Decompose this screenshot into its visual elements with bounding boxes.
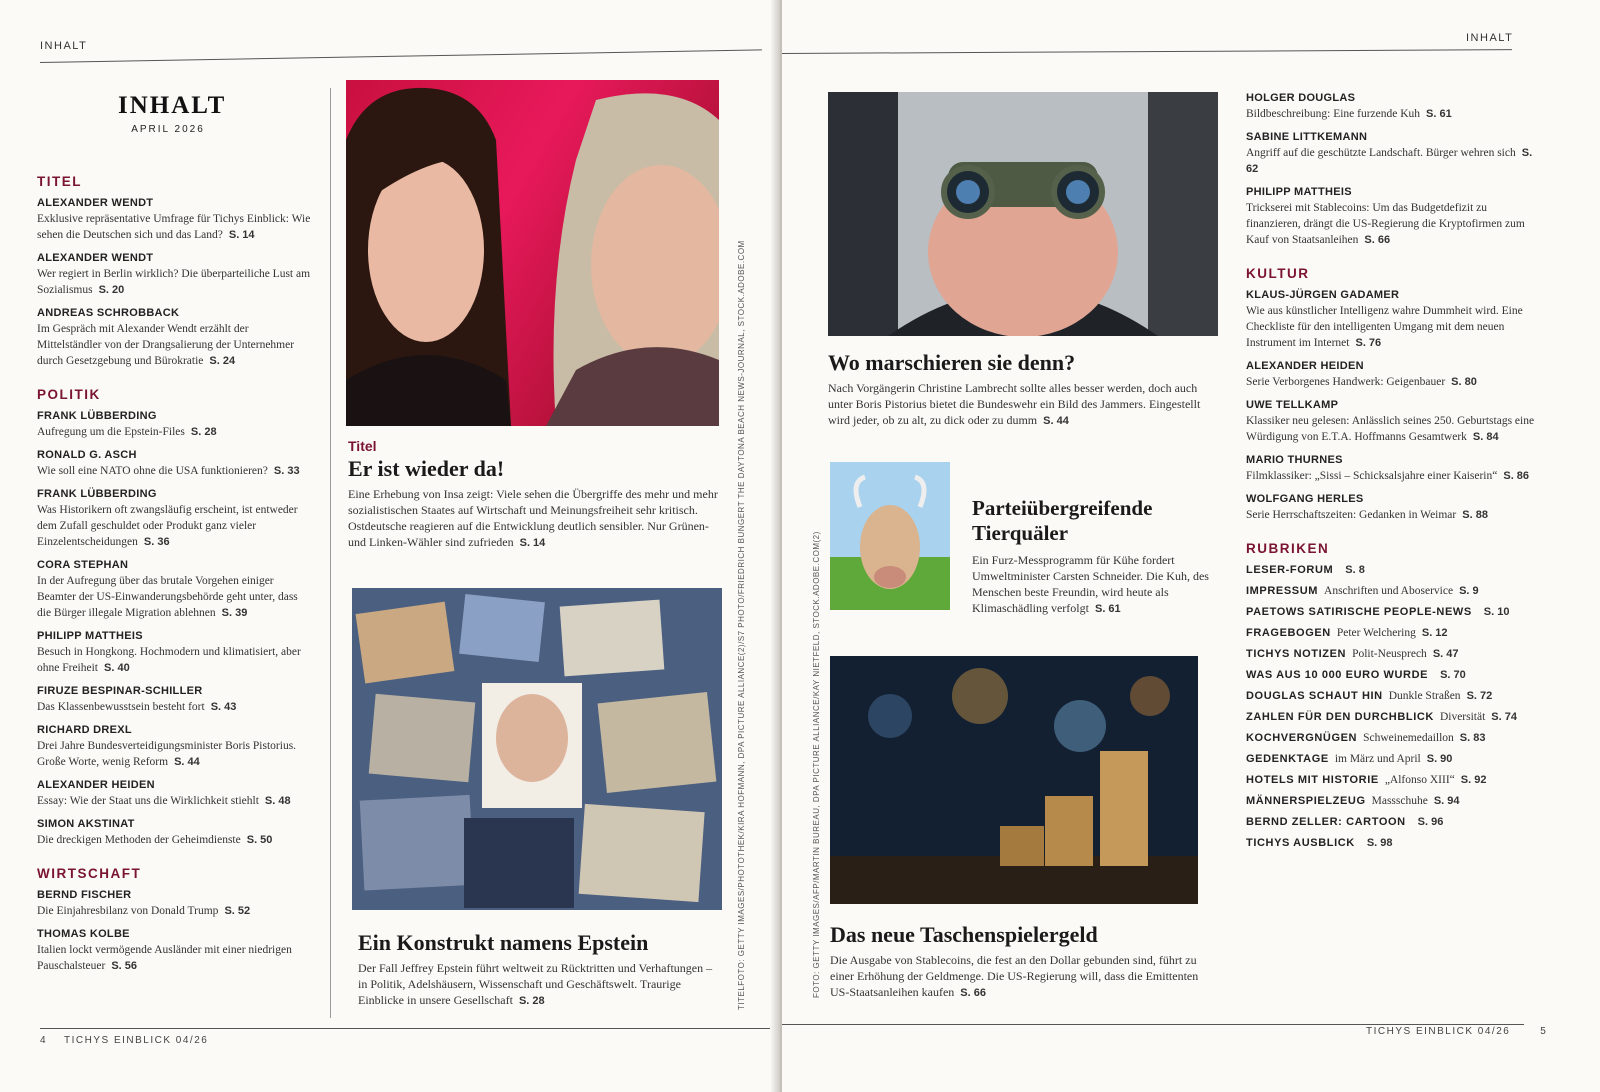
rubrik-item bbox=[1246, 711, 1536, 723]
toc-text: Trickserei mit Stablecoins: Um das Budgetdefizit zu finanzieren, drängt die US-Regierung die Kryptofirmen zum Kauf von Staatsanleihen bbox=[1246, 202, 1525, 246]
rubrik-text: Schweinemedaillon bbox=[1363, 732, 1454, 744]
rubrik-name: TICHYS AUSBLICK bbox=[1246, 837, 1355, 849]
magazine-name-right: TICHYS EINBLICK 04/26 bbox=[1366, 1026, 1511, 1037]
toc-description bbox=[37, 903, 312, 919]
toc-author: KLAUS-JÜRGEN GADAMER bbox=[1246, 289, 1400, 301]
toc-text: Wie aus künstlicher Intelligenz wahre Dummheit wird. Eine Checkliste für den intelligenten Umgang mit dem neuen Instrument im Internet bbox=[1246, 305, 1523, 349]
toc-entry bbox=[37, 449, 312, 479]
toc-text: Filmklassiker: „Sissi – Schicksalsjahre einer Kaiserin“ bbox=[1246, 470, 1498, 482]
toc-author: PHILIPP MATTHEIS bbox=[1246, 186, 1352, 198]
toc-description bbox=[37, 699, 312, 715]
toc-description bbox=[37, 266, 312, 298]
rubrik-item bbox=[1246, 690, 1536, 702]
toc-page-ref: S. 80 bbox=[1451, 376, 1477, 388]
toc-entry bbox=[1246, 399, 1536, 445]
feature-teaser-titel: Eine Erhebung von Insa zeigt: Viele sehen die Übergriffe des mehr und mehr sozialistischen Staates auf Wirtschaft und Meinungsfreiheit sehr kritisch. Ostdeutsche reagieren auf die Entwicklung deutlich sensibler. Nur Grünen- und Linken-Wähler sind zufrieden S. 14 bbox=[348, 487, 718, 549]
toc-description bbox=[37, 793, 312, 809]
feature-teaser-bundeswehr: Nach Vorgängerin Christine Lambrecht sollte alles besser werden, doch auch unter Boris Pistorius bietet die Bundeswehr ein Bild des Jammers. Eingestellt wird jeder, ob zu alt, zu dick oder zu dumm S. 44 bbox=[828, 381, 1201, 427]
toc-description bbox=[1246, 106, 1536, 122]
toc-entry bbox=[37, 197, 312, 243]
toc-author: CORA STEPHAN bbox=[37, 559, 129, 571]
rubrik-page-ref: S. 72 bbox=[1466, 690, 1493, 702]
man-with-binoculars-illustration bbox=[828, 92, 1218, 336]
toc-entry bbox=[37, 889, 312, 919]
toc-entry bbox=[37, 410, 312, 440]
toc-text: Exklusive repräsentative Umfrage für Tichys Einblick: Wie sehen die Deutschen sich und das Land? bbox=[37, 213, 311, 241]
toc-entry bbox=[37, 488, 312, 550]
toc-entry bbox=[1246, 131, 1536, 177]
toc-author: ANDREAS SCHROBBACK bbox=[37, 307, 180, 319]
toc-text: Drei Jahre Bundesverteidigungsminister Boris Pistorius. Große Worte, wenig Reform bbox=[37, 740, 297, 768]
rubrik-name: ZAHLEN FÜR DEN DURCHBLICK bbox=[1246, 711, 1434, 723]
rubrik-page-ref: S. 8 bbox=[1345, 564, 1365, 576]
toc-page-ref: S. 76 bbox=[1355, 337, 1382, 349]
rubrik-name: IMPRESSUM bbox=[1246, 585, 1319, 597]
toc-entry bbox=[1246, 454, 1536, 484]
toc-description bbox=[1246, 468, 1536, 484]
rubrik-name: KOCHVERGNÜGEN bbox=[1246, 732, 1358, 744]
toc-section-heading: POLITIK bbox=[37, 387, 101, 402]
toc-author: FIRUZE BESPINAR-SCHILLER bbox=[37, 685, 203, 697]
rubrik-page-ref: S. 96 bbox=[1417, 816, 1444, 828]
feature-kicker: Titel bbox=[348, 438, 377, 454]
toc-author: HOLGER DOUGLAS bbox=[1246, 92, 1356, 104]
toc-text: Das Klassenbewusstsein besteht fort bbox=[37, 701, 205, 713]
toc-author: RICHARD DREXL bbox=[37, 724, 132, 736]
toc-page-ref: S. 86 bbox=[1503, 470, 1530, 482]
rubrik-text: Peter Welchering bbox=[1336, 627, 1416, 639]
magazine-name-left: TICHYS EINBLICK 04/26 bbox=[64, 1035, 209, 1046]
rubrik-page-ref: S. 47 bbox=[1432, 648, 1459, 660]
toc-description bbox=[37, 321, 312, 369]
toc-entry bbox=[1246, 92, 1536, 122]
toc-column-left bbox=[37, 174, 312, 983]
toc-page-ref: S. 88 bbox=[1462, 509, 1488, 521]
rubrik-text: Dunkle Straßen bbox=[1388, 690, 1461, 702]
page-number-left: 4 bbox=[40, 1035, 48, 1046]
rubrik-text: „Alfonso XIII“ bbox=[1384, 774, 1455, 786]
toc-text: Angriff auf die geschützte Landschaft. Bürger wehren sich bbox=[1246, 147, 1516, 159]
toc-page-ref: S. 84 bbox=[1472, 431, 1499, 443]
rubrik-name: GEDENKTAGE bbox=[1246, 753, 1329, 765]
toc-author: THOMAS KOLBE bbox=[37, 928, 130, 940]
rubrik-page-ref: S. 70 bbox=[1440, 669, 1466, 681]
toc-author: BERND FISCHER bbox=[37, 889, 132, 901]
toc-description bbox=[1246, 413, 1536, 445]
toc-author: WOLFGANG HERLES bbox=[1246, 493, 1364, 505]
rubrik-text: Massschuhe bbox=[1371, 795, 1428, 807]
toc-entry bbox=[37, 559, 312, 621]
toc-author: FRANK LÜBBERDING bbox=[37, 488, 157, 500]
rubrik-item bbox=[1246, 648, 1536, 660]
toc-entry bbox=[37, 724, 312, 770]
toc-author: SIMON AKSTINAT bbox=[37, 818, 135, 830]
rubrik-item bbox=[1246, 606, 1536, 618]
toc-description bbox=[37, 738, 312, 770]
toc-entry bbox=[37, 779, 312, 809]
rubrik-name: MÄNNERSPIELZEUG bbox=[1246, 795, 1366, 807]
toc-description bbox=[1246, 200, 1536, 248]
rubrik-page-ref: S. 94 bbox=[1433, 795, 1460, 807]
feature-teaser-stablecoins: Die Ausgabe von Stablecoins, die fest an den Dollar gebunden sind, führt zu einer Erhöhung der Geldmenge. Die US-Regierung will, dass die Emittenten US-Staatsanleihen kaufen S. 66 bbox=[830, 953, 1199, 999]
toc-author: SABINE LITTKEMANN bbox=[1246, 131, 1368, 143]
toc-entry bbox=[37, 630, 312, 676]
toc-page-ref: S. 44 bbox=[174, 756, 200, 768]
rubrik-name: TICHYS NOTIZEN bbox=[1246, 648, 1347, 660]
rubrik-item bbox=[1246, 564, 1536, 576]
rubrik-item bbox=[1246, 795, 1536, 807]
toc-entry bbox=[37, 685, 312, 715]
cow-photo bbox=[830, 462, 950, 610]
feature-teaser-tierquaeler: Ein Furz-Messprogramm für Kühe fordert Umweltminister Carsten Schneider. Die Kuh, des Menschen beste Freundin, wird heute als Klimaschädling verfolgt S. 61 bbox=[972, 553, 1209, 615]
toc-text: Im Gespräch mit Alexander Wendt erzählt der Mittelständler von der Drangsalierung der Unternehmer durch Gesetzgebung und Bürokratie bbox=[37, 323, 295, 367]
toc-entry bbox=[37, 252, 312, 298]
toc-description bbox=[37, 832, 312, 848]
toc-entry bbox=[1246, 186, 1536, 248]
toc-entry bbox=[37, 928, 312, 974]
toc-section-heading: KULTUR bbox=[1246, 266, 1310, 281]
toc-author: ALEXANDER HEIDEN bbox=[37, 779, 155, 791]
masthead-date: APRIL 2026 bbox=[131, 124, 205, 135]
feature-headline-bundeswehr: Wo marschieren sie denn? bbox=[828, 350, 1076, 375]
two-women-illustration bbox=[346, 80, 719, 426]
toc-text: Die Einjahresbilanz von Donald Trump bbox=[37, 905, 219, 917]
right-page bbox=[782, 0, 1600, 1092]
toc-text: Serie Verborgenes Handwerk: Geigenbauer bbox=[1246, 376, 1446, 388]
toc-page-ref: S. 62 bbox=[1246, 147, 1533, 175]
rubrik-text: Polit-Neusprech bbox=[1352, 648, 1427, 660]
feature-headline-titel: Er ist wieder da! bbox=[348, 456, 505, 481]
feature-headline-tierquaeler: Parteiübergreifende Tierquäler bbox=[972, 496, 1153, 545]
toc-entry bbox=[37, 818, 312, 848]
masthead-title: INHALT bbox=[118, 92, 227, 119]
toc-description bbox=[37, 942, 312, 974]
toc-description bbox=[37, 573, 312, 621]
rubrik-item bbox=[1246, 774, 1536, 786]
running-head-right: INHALT bbox=[1466, 32, 1514, 44]
toc-section-heading: TITEL bbox=[37, 174, 82, 189]
coin-stacks-illustration bbox=[830, 656, 1198, 904]
toc-text: Klassiker neu gelesen: Anlässlich seines 250. Geburtstags eine Würdigung von E.T.A. Hoffmanns Gesamtwerk bbox=[1246, 415, 1535, 443]
rubrik-item bbox=[1246, 669, 1536, 681]
rubrik-item bbox=[1246, 585, 1536, 597]
toc-description bbox=[37, 502, 312, 550]
toc-page-ref: S. 20 bbox=[98, 284, 125, 296]
toc-text: Besuch in Hongkong. Hochmodern und klimatisiert, aber ohne Freiheit bbox=[37, 646, 301, 674]
left-page bbox=[0, 0, 778, 1092]
toc-page-ref: S. 28 bbox=[190, 426, 217, 438]
toc-author: ALEXANDER WENDT bbox=[37, 252, 154, 264]
rubrik-name: HOTELS MIT HISTORIE bbox=[1246, 774, 1379, 786]
rubrik-page-ref: S. 92 bbox=[1460, 774, 1487, 786]
toc-entry bbox=[1246, 360, 1536, 390]
rubrik-text: Diversität bbox=[1439, 711, 1486, 723]
toc-author: PHILIPP MATTHEIS bbox=[37, 630, 143, 642]
toc-description bbox=[37, 463, 312, 479]
rubrik-item bbox=[1246, 753, 1536, 765]
toc-text: Serie Herrschaftszeiten: Gedanken in Weimar bbox=[1246, 509, 1457, 521]
photo-credit-left: TITELFOTO: GETTY IMAGES/PHOTOTHEK/KIRA HOFMANN, DPA PICTURE ALLIANCE(2)/S7 PHOTO/FRIEDRICH BUNGERT THE DAYTONA BEACH NEWS-JOURNAL, STOCK.ADOBE.COM bbox=[737, 240, 746, 1010]
toc-page-ref: S. 39 bbox=[221, 607, 248, 619]
toc-text: Wie soll eine NATO ohne die USA funktionieren? bbox=[37, 465, 268, 477]
toc-page-ref: S. 50 bbox=[246, 834, 273, 846]
toc-author: MARIO THURNES bbox=[1246, 454, 1343, 466]
toc-page-ref: S. 36 bbox=[143, 536, 170, 548]
toc-description bbox=[1246, 303, 1536, 351]
toc-author: UWE TELLKAMP bbox=[1246, 399, 1339, 411]
rubrik-page-ref: S. 9 bbox=[1459, 585, 1479, 597]
toc-text: Essay: Wie der Staat uns die Wirklichkeit stiehlt bbox=[37, 795, 259, 807]
rubrik-name: LESER-FORUM bbox=[1246, 564, 1334, 576]
toc-description bbox=[1246, 374, 1536, 390]
rubrik-text: im März und April bbox=[1334, 753, 1421, 765]
toc-text: Was Historikern oft zwangsläufig erscheint, ist entweder dem Zufall geschuldet oder Produkt ganz vieler Einzelentscheidungen bbox=[37, 504, 298, 548]
toc-section-heading: WIRTSCHAFT bbox=[37, 866, 142, 881]
folio-left bbox=[40, 1035, 208, 1046]
toc-description bbox=[1246, 145, 1536, 177]
rubrik-page-ref: S. 83 bbox=[1459, 732, 1486, 744]
toc-page-ref: S. 43 bbox=[210, 701, 237, 713]
toc-text: Bildbeschreibung: Eine furzende Kuh bbox=[1246, 108, 1421, 120]
toc-text: Italien lockt vermögende Ausländer mit einer niedrigen Pauschalsteuer bbox=[37, 944, 292, 972]
toc-entry bbox=[1246, 493, 1536, 523]
toc-text: Die dreckigen Methoden der Geheimdienste bbox=[37, 834, 241, 846]
toc-text: Aufregung um die Epstein-Files bbox=[37, 426, 185, 438]
cover-story-photo bbox=[346, 80, 719, 426]
toc-page-ref: S. 61 bbox=[1426, 108, 1452, 120]
photo-credit-right: FOTO: GETTY IMAGES/AFP/MARTIN BUREAU, DPA PICTURE ALLIANCE/KAY NIETFELD, STOCK.ADOBE.COM(2) bbox=[812, 531, 821, 998]
rubrik-page-ref: S. 12 bbox=[1421, 627, 1448, 639]
toc-author: RONALD G. ASCH bbox=[37, 449, 137, 461]
rubrik-item bbox=[1246, 627, 1536, 639]
rubrik-name: WAS AUS 10 000 EURO WURDE bbox=[1246, 669, 1429, 681]
toc-page-ref: S. 56 bbox=[111, 960, 138, 972]
toc-page-ref: S. 40 bbox=[104, 662, 130, 674]
toc-entry bbox=[37, 307, 312, 369]
toc-page-ref: S. 14 bbox=[228, 229, 255, 241]
folio-right bbox=[1366, 1026, 1547, 1037]
bundeswehr-photo bbox=[828, 92, 1218, 336]
toc-page-ref: S. 52 bbox=[224, 905, 251, 917]
toc-page-ref: S. 48 bbox=[264, 795, 291, 807]
toc-author: FRANK LÜBBERDING bbox=[37, 410, 157, 422]
rubrik-page-ref: S. 74 bbox=[1491, 711, 1517, 723]
photo-collage-illustration bbox=[352, 588, 722, 910]
toc-description bbox=[37, 211, 312, 243]
toc-description bbox=[37, 644, 312, 676]
rubrik-item bbox=[1246, 732, 1536, 744]
header-rule-right bbox=[782, 49, 1512, 54]
epstein-collage-photo bbox=[352, 588, 722, 910]
feature-teaser-epstein: Der Fall Jeffrey Epstein führt weltweit zu Rücktritten und Verhaftungen – in Politik, Adelshäusern, Wissenschaft und Geschäftswelt. Traurige Einblicke in unsere Gesellschaft S. 28 bbox=[358, 961, 713, 1007]
rubrik-page-ref: S. 98 bbox=[1366, 837, 1393, 849]
toc-page-ref: S. 33 bbox=[273, 465, 300, 477]
page-number-right: 5 bbox=[1540, 1026, 1548, 1037]
rubrik-name: DOUGLAS SCHAUT HIN bbox=[1246, 690, 1383, 702]
toc-author: ALEXANDER HEIDEN bbox=[1246, 360, 1364, 372]
footer-rule-left bbox=[40, 1028, 770, 1029]
toc-section-heading: RUBRIKEN bbox=[1246, 541, 1330, 556]
running-head-left: INHALT bbox=[40, 40, 88, 52]
toc-description bbox=[37, 424, 312, 440]
toc-column-right bbox=[1246, 92, 1536, 858]
rubrik-page-ref: S. 90 bbox=[1426, 753, 1453, 765]
rubrik-item bbox=[1246, 837, 1536, 849]
toc-page-ref: S. 66 bbox=[1364, 234, 1391, 246]
cow-illustration bbox=[830, 462, 950, 610]
rubrik-page-ref: S. 10 bbox=[1483, 606, 1510, 618]
feature-headline-epstein: Ein Konstrukt namens Epstein bbox=[358, 930, 649, 955]
footer-rule-right bbox=[782, 1024, 1524, 1025]
rubrik-text: Anschriften und Aboservice bbox=[1324, 585, 1454, 597]
feature-headline-stablecoins: Das neue Taschenspielergeld bbox=[830, 922, 1098, 947]
toc-text: Wer regiert in Berlin wirklich? Die überparteiliche Lust am Sozialismus bbox=[37, 268, 311, 296]
rubrik-name: BERND ZELLER: CARTOON bbox=[1246, 816, 1406, 828]
rubrik-item bbox=[1246, 816, 1536, 828]
toc-page-ref: S. 24 bbox=[209, 355, 236, 367]
toc-entry bbox=[1246, 289, 1536, 351]
stablecoin-photo bbox=[830, 656, 1198, 904]
toc-author: ALEXANDER WENDT bbox=[37, 197, 154, 209]
column-divider bbox=[330, 88, 331, 1018]
rubrik-name: FRAGEBOGEN bbox=[1246, 627, 1331, 639]
header-rule-left bbox=[40, 49, 762, 63]
toc-text: In der Aufregung über das brutale Vorgehen einiger Beamter der US-Einwanderungsbehörde geht unter, dass die Bürger illegale Migration ablehnen bbox=[37, 575, 298, 619]
toc-description bbox=[1246, 507, 1536, 523]
masthead bbox=[118, 92, 227, 135]
rubrik-name: PAETOWS SATIRISCHE PEOPLE-NEWS bbox=[1246, 606, 1472, 618]
